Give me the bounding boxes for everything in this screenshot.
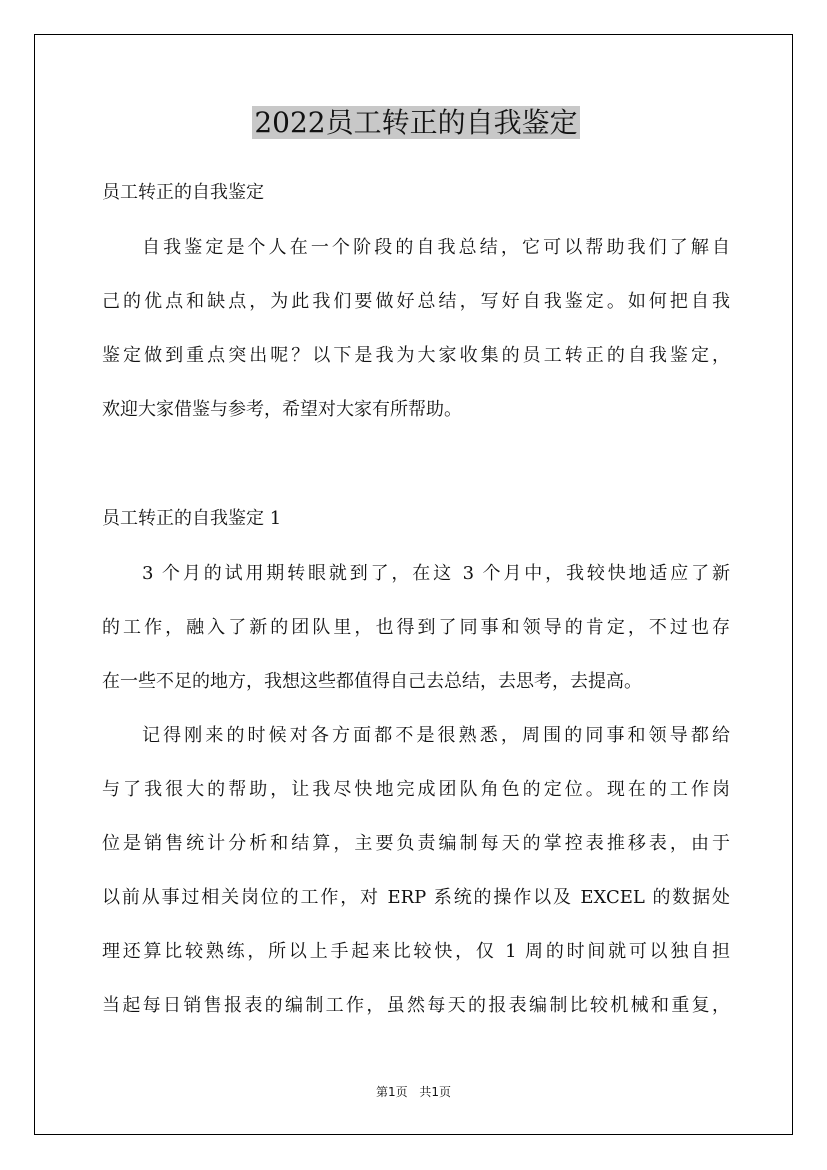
para2-line: 当起每日销售报表的编制工作，虽然每天的报表编制比较机械和重复， xyxy=(102,995,730,1016)
intro-line: 自我鉴定是个人在一个阶段的自我总结，它可以帮助我们了解自 xyxy=(142,237,730,258)
para2-line: 与了我很大的帮助，让我尽快地完成团队角色的定位。现在的工作岗 xyxy=(102,779,730,800)
para2-line: 以前从事过相关岗位的工作，对 ERP 系统的操作以及 EXCEL 的数据处 xyxy=(102,887,730,908)
intro-heading: 员工转正的自我鉴定 xyxy=(102,182,264,203)
intro-line: 欢迎大家借鉴与参考，希望对大家有所帮助。 xyxy=(102,399,462,420)
section1-heading: 员工转正的自我鉴定 1 xyxy=(102,508,282,529)
page-number: 第1页 xyxy=(375,1085,408,1099)
intro-line: 鉴定做到重点突出呢？以下是我为大家收集的员工转正的自我鉴定， xyxy=(102,345,730,366)
para1-line: 在一些不足的地方，我想这些都值得自己去总结，去思考，去提高。 xyxy=(102,671,642,692)
page-footer xyxy=(0,1083,827,1100)
page-total: 共1页 xyxy=(419,1085,452,1099)
intro-line: 己的优点和缺点，为此我们要做好总结，写好自我鉴定。如何把自我 xyxy=(102,291,730,312)
para2-line: 记得刚来的时候对各方面都不是很熟悉，周围的同事和领导都给 xyxy=(142,725,730,746)
para1-line: 的工作，融入了新的团队里，也得到了同事和领导的肯定，不过也存 xyxy=(102,617,730,638)
para2-line: 理还算比较熟练，所以上手起来比较快，仅 1 周的时间就可以独自担 xyxy=(102,941,730,962)
document-title: 2022员工转正的自我鉴定 xyxy=(254,106,578,139)
para2-line: 位是销售统计分析和结算，主要负责编制每天的掌控表推移表，由于 xyxy=(102,833,730,854)
para1-line: 3 个月的试用期转眼就到了，在这 3 个月中，我较快地适应了新 xyxy=(142,563,730,584)
